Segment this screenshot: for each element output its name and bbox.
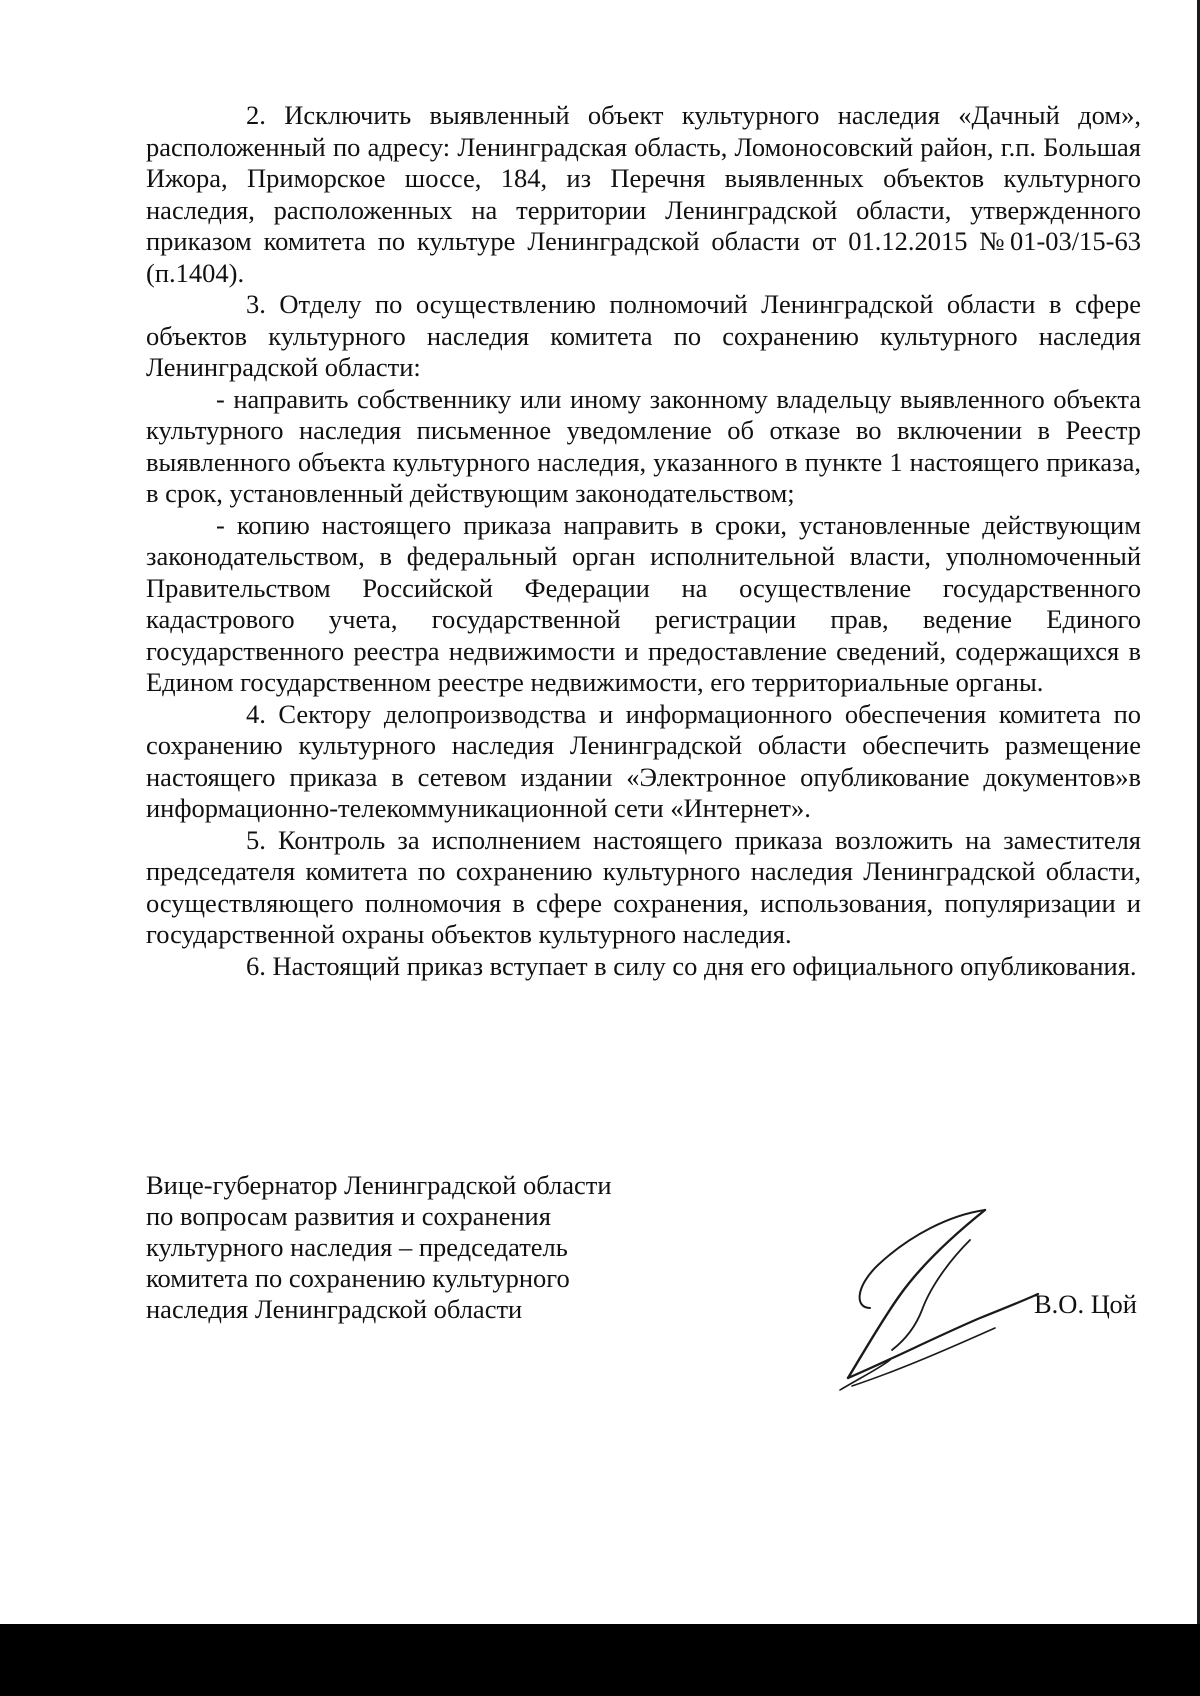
signatory-position [146,1170,706,1325]
paragraph-3-item-copy: - копию настоящего приказа направить в сроки, установленные действующим законодательством, в федеральный орган исполнительной власти, уполномоченный Правительством Российской Федерации на осуществление государственного кадастрового учета, государственной регистрации прав, ведение Единого государственного реестра недвижимости и предоставление сведений, содержащихся в Едином государственном реестре недвижимости, его территориальные органы. [146,509,1141,697]
scan-edge-bottom [0,1624,1200,1696]
paragraph-3: 3. Отделу по осуществлению полномочий Ленинградской области в сфере объектов культурного наследия комитета по сохранению культурного наследия Ленинградской области: [146,289,1141,382]
signatory-line: Вице-губернатор Ленинградской области [146,1170,612,1200]
signatory-line: наследия Ленинградской области [146,1294,523,1324]
paragraph-6: 6. Настоящий приказ вступает в силу со дня его официального опубликования. [246,950,1137,981]
paragraph-5: 5. Контроль за исполнением настоящего приказа возложить на заместителя председателя комитета по сохранению культурного наследия Ленинградской области, осуществляющего полномочия в сфере сохранения, использования, популяризации и государственной охраны объектов культурного наследия. [146,824,1141,949]
paragraph-4: 4. Сектору делопроизводства и информационного обеспечения комитета по сохранению культурного наследия Ленинградской области обеспечить размещение настоящего приказа в сетевом издании «Электронное опубликование документов»в информационно-телекоммуникационной сети «Интернет». [146,698,1141,823]
signatory-line: культурного наследия – председатель [146,1232,568,1262]
signatory-line: по вопросам развития и сохранения [146,1201,551,1231]
paragraph-2: 2. Исключить выявленный объект культурного наследия «Дачный дом», расположенный по адресу: Ленинградская область, Ломоносовский район, г.п. Большая Ижора, Приморское шоссе, 184, из Перечня выявленных объектов культурного наследия, расположенных на территории Ленинградской области, утвержденного приказом комитета по культуре Ленинградской области от 01.12.2015 №01-03/15-63 (п.1404). [146,100,1141,288]
signatory-name: В.О. Цой [1034,1289,1137,1319]
handwritten-signature [830,1200,1045,1395]
paragraph-3-item-notify: - направить собственнику или иному законному владельцу выявленного объекта культурного наследия письменное уведомление об отказе во включении в Реестр выявленного объекта культурного наследия, указанного в пункте 1 настоящего приказа, в срок, установленный действующим законодательством; [146,383,1141,508]
signatory-line: комитета по сохранению культурного [146,1263,570,1293]
order-body [146,100,1141,982]
